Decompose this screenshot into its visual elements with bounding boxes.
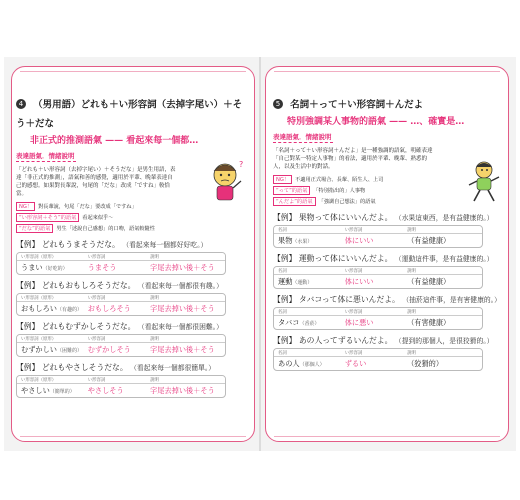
example-block xyxy=(273,335,508,371)
example-table-header xyxy=(17,294,225,302)
base-form-note: （有趣的） xyxy=(56,306,82,313)
header-cell: 說明 xyxy=(150,295,159,301)
example-block xyxy=(16,362,251,398)
note-tag: “だな”的語氣 xyxy=(16,224,53,233)
example-label: 【例】 xyxy=(16,240,40,249)
note-tag: NG！ xyxy=(273,175,292,184)
example-label: 【例】 xyxy=(16,322,40,331)
header-cell: い形容詞 xyxy=(87,336,106,342)
example-label: 【例】 xyxy=(273,336,297,345)
example-translation: （看起來每一個都很有趣。） xyxy=(137,282,223,290)
lesson-number-badge: 5 xyxy=(273,99,283,109)
example-sentence-line xyxy=(16,280,251,291)
left-page xyxy=(4,57,259,451)
adjective-phrase: ずるい xyxy=(344,358,367,368)
left-lesson xyxy=(16,93,251,403)
header-cell: い形容詞（原形） xyxy=(21,377,57,383)
example-sentence: どれもむずかしそうだな。 xyxy=(41,322,136,331)
noun-note: （水果） xyxy=(292,238,313,245)
example-table-row xyxy=(274,357,482,370)
example-table-row xyxy=(274,316,482,329)
header-cell: い形容詞 xyxy=(87,254,106,260)
example-table xyxy=(273,266,483,289)
base-form: おもしろい xyxy=(21,303,57,313)
example-table-row xyxy=(274,275,482,288)
header-cell: い形容詞 xyxy=(344,268,363,274)
header-cell: い形容詞（原形） xyxy=(21,295,57,301)
example-sentence-line xyxy=(273,212,508,223)
noun-note: （運動） xyxy=(292,279,313,286)
example-translation: （抽菸這件事，是有害健康的。） xyxy=(402,296,501,304)
example-sentence: タバコって体に悪いんだよ。 xyxy=(298,295,400,304)
example-sentence-line xyxy=(273,335,508,346)
noun: 運動 xyxy=(278,276,293,286)
example-table-row xyxy=(17,343,225,356)
thinking-boy-illustration xyxy=(201,157,249,205)
section-heading: 表達語氣．情緒說明 xyxy=(273,132,508,143)
example-sentence-line xyxy=(273,253,508,264)
example-translation: （水果這東西，是有益健康的。） xyxy=(394,214,494,222)
adjective-phrase: 体にいい xyxy=(344,276,374,286)
example-block xyxy=(16,239,251,275)
lesson-number-badge: 4 xyxy=(16,99,26,109)
example-list xyxy=(16,239,251,398)
example-block xyxy=(273,212,508,248)
note-tag: “って”的語氣 xyxy=(273,186,310,195)
noun-note: （那個人） xyxy=(299,361,325,368)
note-row xyxy=(16,224,251,233)
example-table-row xyxy=(17,302,225,315)
example-table-header xyxy=(274,308,482,316)
conjugated-form: うまそう xyxy=(87,262,117,272)
header-cell: 說明 xyxy=(150,377,159,383)
noun: タバコ xyxy=(278,317,300,327)
example-sentence: どれもやさしそうだな。 xyxy=(41,363,128,372)
note-text: 不適用正式場合、長輩、陌生人、上司 xyxy=(295,177,384,183)
header-cell: い形容詞（原形） xyxy=(21,336,57,342)
header-cell: 名詞 xyxy=(278,227,287,233)
example-sentence: あの人ってずるいんだよ。 xyxy=(298,336,393,345)
header-cell: 說明 xyxy=(407,227,416,233)
example-label: 【例】 xyxy=(16,281,40,290)
example-sentence: どれもおもしろそうだな。 xyxy=(41,281,136,290)
base-form: むずかしい xyxy=(21,344,57,354)
explanation-text: 「どれも＋い形容詞（去掉字尾い）＋そうだな」是男生用語，表達「非正式的推測」，語氣和善的感覺，適用於平輩、晚輩表達自己的感想。如果對長輩說，句尾的「だな」改成「ですね」較恰當。 xyxy=(16,167,176,197)
example-sentence: 運動って体にいいんだよ。 xyxy=(298,254,393,263)
example-table-row xyxy=(17,384,225,397)
rule-description: 字尾去掉い後＋そう xyxy=(150,303,215,313)
adjective-phrase: 体にいい xyxy=(344,235,374,245)
lesson-subtitle: 特別強調某人事物的語氣 —— …、確實是… xyxy=(287,117,465,127)
header-cell: 名詞 xyxy=(278,309,287,315)
base-form-note: （好吃的） xyxy=(42,265,68,272)
header-cell: 說明 xyxy=(150,254,159,260)
rule-description: 字尾去掉い後＋そう xyxy=(150,262,215,272)
header-cell: い形容詞 xyxy=(344,227,363,233)
adjective-meaning: （狡猾的） xyxy=(407,358,444,368)
lesson-subtitle: 非正式的推測語氣 —— 看起來每一個都… xyxy=(30,136,199,146)
example-table xyxy=(16,375,226,398)
right-page xyxy=(261,57,516,451)
section-heading: 表達語氣．情緒說明 xyxy=(16,151,251,162)
adjective-meaning: （有益健康） xyxy=(407,235,451,245)
note-text: 「強調自己想法」的語氣 xyxy=(318,199,376,205)
conjugated-form: おもしろそう xyxy=(87,303,131,313)
example-table-header xyxy=(274,226,482,234)
noun: 果物 xyxy=(278,235,293,245)
header-cell: 說明 xyxy=(407,268,416,274)
adjective-meaning: （有害健康） xyxy=(407,317,451,327)
example-translation: （看起來每一個都很簡單。） xyxy=(130,364,216,372)
example-label: 【例】 xyxy=(273,213,297,222)
header-cell: い形容詞 xyxy=(344,309,363,315)
noun: あの人 xyxy=(278,358,300,368)
example-list xyxy=(273,212,508,371)
note-row xyxy=(16,213,251,222)
adjective-meaning: （有益健康） xyxy=(407,276,451,286)
example-label: 【例】 xyxy=(273,295,297,304)
base-form-note: （困難的） xyxy=(56,347,82,354)
example-sentence: どれもうまそうだな。 xyxy=(41,240,120,249)
header-cell: 名詞 xyxy=(278,350,287,356)
example-table-header xyxy=(17,253,225,261)
example-table xyxy=(273,307,483,330)
example-label: 【例】 xyxy=(16,363,40,372)
example-table-header xyxy=(274,349,482,357)
header-cell: い形容詞 xyxy=(87,295,106,301)
example-translation: （看起來每一個都很困難。） xyxy=(137,323,223,331)
header-cell: い形容詞（原形） xyxy=(21,254,57,260)
example-sentence-line xyxy=(16,321,251,332)
note-tag: NG！ xyxy=(16,202,35,211)
note-text: 「特別指出的」人事物 xyxy=(313,188,366,194)
example-table xyxy=(16,293,226,316)
rule-description: 字尾去掉い後＋そう xyxy=(150,385,215,395)
example-sentence-line xyxy=(16,362,251,373)
example-table xyxy=(273,225,483,248)
right-lesson xyxy=(273,93,508,376)
example-translation: （提到的那個人，是很狡猾的。） xyxy=(394,337,494,345)
conjugated-form: むずかしそう xyxy=(87,344,131,354)
header-cell: 說明 xyxy=(407,350,416,356)
example-table-row xyxy=(274,234,482,247)
note-tag: “い形容詞＋そう”的語氣 xyxy=(16,213,79,222)
example-sentence-line xyxy=(273,294,508,305)
example-table xyxy=(273,348,483,371)
note-tag: “んだよ”的語氣 xyxy=(273,197,316,206)
example-translation: （運動這件事，是有益健康的。） xyxy=(394,255,494,263)
example-table-header xyxy=(17,335,225,343)
noun-note: （香菸） xyxy=(299,320,320,327)
example-translation: （看起來每一個都好好吃。） xyxy=(122,241,208,249)
note-text: 看起來似乎～ xyxy=(82,215,114,221)
example-table-header xyxy=(17,376,225,384)
rule-description: 字尾去掉い後＋そう xyxy=(150,344,215,354)
header-cell: い形容詞 xyxy=(344,350,363,356)
base-form-note: （簡單的） xyxy=(49,388,75,395)
lesson-title: 名詞＋って＋い形容詞＋んだよ xyxy=(290,99,424,111)
adjective-phrase: 体に悪い xyxy=(344,317,374,327)
note-text: 對長輩說，句尾「だな」要改成「ですね」 xyxy=(38,204,137,210)
conjugated-form: やさしそう xyxy=(87,385,124,395)
header-cell: 說明 xyxy=(150,336,159,342)
example-block xyxy=(16,321,251,357)
base-form: やさしい xyxy=(21,385,50,395)
example-table-row xyxy=(17,261,225,274)
example-label: 【例】 xyxy=(273,254,297,263)
running-boy-illustration xyxy=(458,157,506,205)
example-block xyxy=(273,253,508,289)
example-block xyxy=(273,294,508,330)
example-sentence-line xyxy=(16,239,251,250)
base-form: うまい xyxy=(21,262,43,272)
example-block xyxy=(16,280,251,316)
note-text: 男生「述說自己感想」的口吻，語氣較隨性 xyxy=(56,226,155,232)
lesson-title: （男用語）どれも＋い形容詞（去掉字尾い）＋そう＋だな xyxy=(16,99,243,130)
example-table-header xyxy=(274,267,482,275)
example-table xyxy=(16,252,226,275)
svg-text:?: ? xyxy=(239,160,244,169)
note-list xyxy=(16,202,251,233)
header-cell: 說明 xyxy=(407,309,416,315)
example-table xyxy=(16,334,226,357)
header-cell: い形容詞 xyxy=(87,377,106,383)
example-sentence: 果物って体にいいんだよ。 xyxy=(298,213,393,222)
explanation-text: 「名詞＋って＋い形容詞＋んだよ」是一種強調的語氣，明確表達「自己對某一特定人事物」的看法，適用於平輩、晚輩、熟悉的人，以及生活中的對話。 xyxy=(273,148,433,170)
header-cell: 名詞 xyxy=(278,268,287,274)
